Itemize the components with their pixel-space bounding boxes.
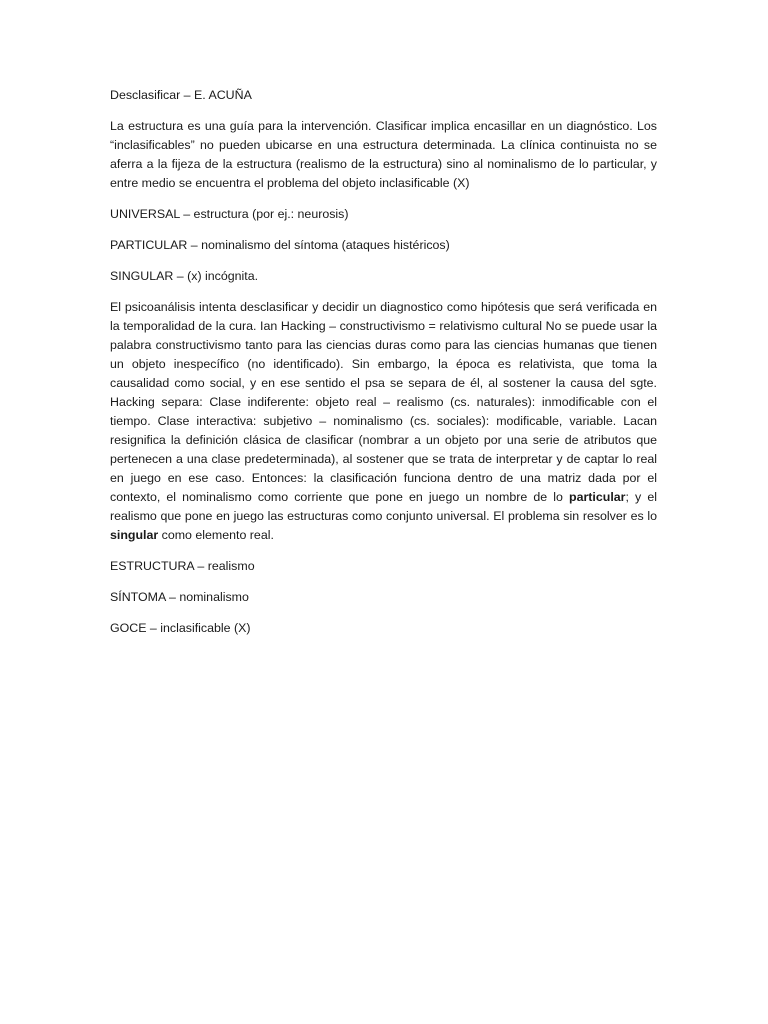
line-sintoma: SÍNTOMA – nominalismo bbox=[110, 590, 249, 604]
bold-particular: particular bbox=[569, 490, 626, 504]
paragraph2-text-2: ; y el realismo que pone en juego las estructuras como conjunto universal. El problema sin resolver es lo bbox=[110, 490, 657, 523]
paragraph2-text-3: como elemento real. bbox=[158, 528, 274, 542]
line-particular: PARTICULAR – nominalismo del síntoma (ataques histéricos) bbox=[110, 238, 450, 252]
document-title: Desclasificar – E. ACUÑA bbox=[110, 88, 252, 102]
line-goce: GOCE – inclasificable (X) bbox=[110, 621, 251, 635]
paragraph-structure-intro: La estructura es una guía para la intervención. Clasificar implica encasillar en un diagnóstico. Los “inclasificables” no pueden ubicarse en una estructura determinada. La clínica continuista no se aferra a la fijeza de la estructura (realismo de la estructura) sino al nominalismo de lo particular, y entre medio se encuentra el problema del objeto inclasificable (X) bbox=[110, 119, 657, 190]
bold-singular: singular bbox=[110, 528, 159, 542]
line-universal: UNIVERSAL – estructura (por ej.: neurosis) bbox=[110, 207, 349, 221]
paragraph-psychoanalysis bbox=[110, 298, 657, 545]
line-singular: SINGULAR – (x) incógnita. bbox=[110, 269, 259, 283]
line-estructura: ESTRUCTURA – realismo bbox=[110, 559, 255, 573]
paragraph2-text-1: El psicoanálisis intenta desclasificar y decidir un diagnostico como hipótesis que será verificada en la temporalidad de la cura. Ian Hacking – constructivismo = relativismo cultural No se puede usar la palabra constructivismo tanto para las ciencias duras como para las ciencias humanas que tienen un objeto inespecífico (no identificado). Sin embargo, la época es relativista, que toma la causalidad como social, y en ese sentido el psa se separa de él, al sostener la causa del sgte. Hacking separa: Clase indiferente: objeto real – realismo (cs. naturales): inmodificable con el tiempo. Clase interactiva: subjetivo – nominalismo (cs. sociales): modificable, variable. Lacan resignifica la definición clásica de clasificar (nombrar a un objeto por una serie de atributos que pertenecen a una clase predeterminada), al sostener que se trata de interpretar y de captar lo real en juego en ese caso. Entonces: la clasificación funciona dentro de una matriz dada por el contexto, el nominalismo como corriente que pone en juego un nombre de lo bbox=[110, 300, 657, 504]
document-page bbox=[110, 86, 657, 650]
